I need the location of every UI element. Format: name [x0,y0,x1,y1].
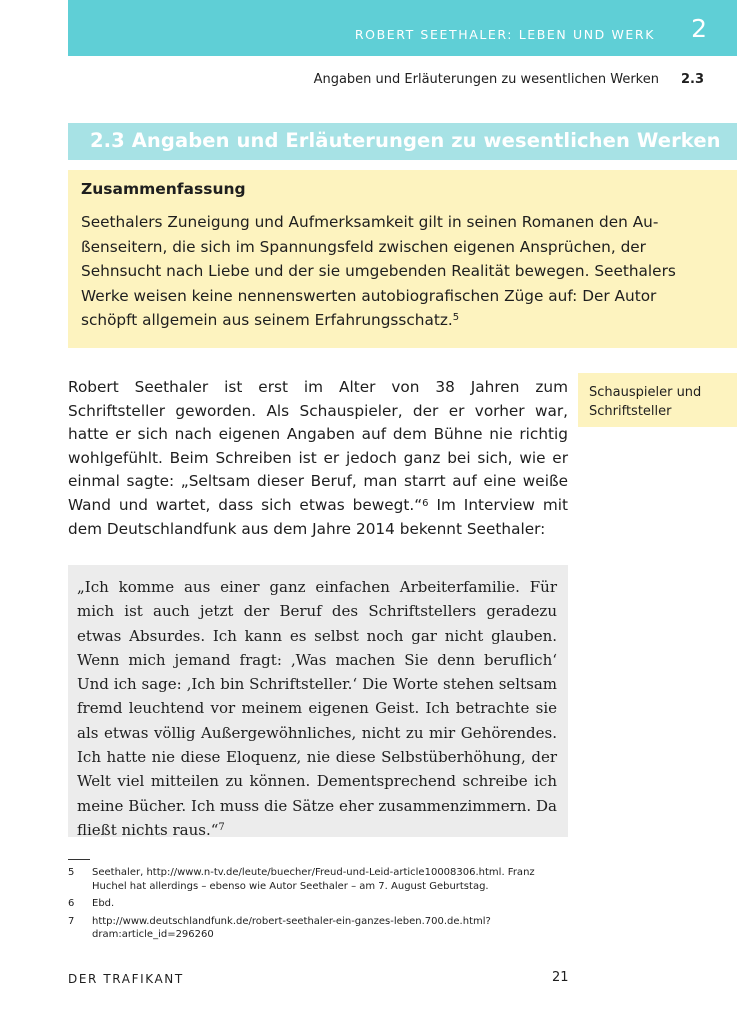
section-title-bar [68,123,737,160]
running-head-title: Angaben und Erläuterungen zu wesentlichen Werken [313,72,659,87]
chapter-number: 2 [691,14,707,43]
body-text-part1: Robert Seethaler ist erst im Alter von 38 Jahren zum Schriftsteller geworden. Als Schauspieler, der er vorher war, hatte er sich nach eigenen Angaben auf dem Bühne nie richtig wohlgefühlt. Beim Schreiben ist er jedoch ganz bei sich, wie er einmal sagte: „Seltsam dieser Beruf, man starrt auf eine weiße Wand und wartet, dass sich etwas bewegt.“ [68,378,568,514]
quote-text [77,575,557,842]
body-text-part2: Im Interview mit dem Deutschlandfunk aus dem Jahre 2014 bekennt Seethaler: [68,495,569,538]
footnote-text: http://www.deutschlandfunk.de/robert-seethaler-ein-ganzes-leben.700.de.html?dram:article_id=296260 [92,915,491,940]
footnote-number: 5 [68,867,75,878]
footnote-number: 7 [68,915,75,927]
footnote [68,915,568,942]
footer-book-title: DER TRAFIKANT [68,972,184,986]
page-number: 21 [552,970,569,985]
section-title: 2.3 Angaben und Erläuterungen zu wesentlichen Werken [90,129,721,152]
quote-body: „Ich komme aus einer ganz einfachen Arbeiterfamilie. Für mich ist auch jetzt der Beruf des Schriftstellers geradezu etwas Absurdes. Ich kann es selbst noch gar nicht glauben. Wenn mich jemand fragt: ‚Was machen Sie denn beruflich‘ Und ich sage: ‚Ich bin Schriftsteller.‘ Die Worte stehen seltsam fremd leuchtend vor meinem eigenen Geist. Ich betrachte sie als etwas völlig Außergewöhnliches, nicht zu mir Gehörendes. Ich hatte nie diese Eloquenz, nie diese Selbstüberhöhung, der Welt viel mitteilen zu können. Dementsprechend schreibe ich meine Bücher. Ich muss die Sätze eher zusammenzimmern. Da fließt nichts raus.“ [77,578,557,839]
running-head [68,72,704,87]
footnote-ref-5: 5 [452,312,460,323]
block-quote [68,565,568,837]
summary-heading: Zusammenfassung [81,180,246,198]
running-head-number: 2.3 [680,72,704,87]
footnote [68,897,568,911]
margin-note-box [578,373,737,427]
footnote-divider [68,859,90,860]
summary-body: Seethalers Zuneigung und Aufmerksamkeit gilt in seinen Romanen den Außenseitern, die sich im Spannungsfeld zwischen eigenen Ansprüchen, der Sehnsucht nach Liebe und der sie umgebenden Realität bewegen. Seethalers Werke weisen keine nennenswerten autobiografischen Züge auf: Der Autor schöpft allgemein aus seinem Erfahrungsschatz. [81,213,676,329]
footnote-ref-6: 6 [422,497,429,509]
margin-note: Schauspieler und Schriftsteller [589,385,702,419]
body-paragraph [68,376,568,541]
footnote [68,866,568,893]
summary-box [68,170,737,348]
footnote-text: Ebd. [92,898,115,909]
summary-text [81,210,711,333]
footnotes [68,866,568,946]
chapter-header-band [68,0,737,56]
chapter-kicker: ROBERT SEETHALER: LEBEN UND WERK [354,27,655,42]
footnote-text: Seethaler, http://www.n-tv.de/leute/buecher/Freud-und-Leid-article10008306.html. Franz Huchel hat allerdings – ebenso wie Autor Seethaler – am 7. August Geburtstag. [92,867,535,892]
footnote-ref-7: 7 [218,821,225,833]
footnote-number: 6 [68,898,75,909]
